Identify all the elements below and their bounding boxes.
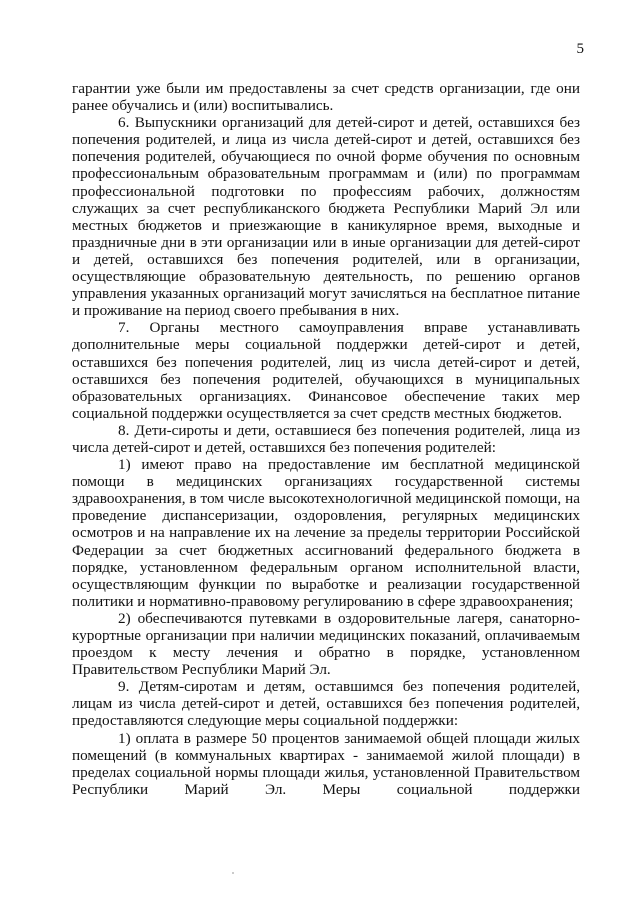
paragraph-continuation: гарантии уже были им предоставлены за счет средств организации, где они ранее обучались и (или) воспитывались. bbox=[72, 80, 580, 115]
document-body bbox=[72, 80, 580, 798]
paragraph-item-9: 9. Детям-сиротам и детям, оставшимся без попечения родителей, лицам из числа детей-сирот и детей, оставшихся без попечения родителей, предоставляются следующие меры социальной поддержки: bbox=[72, 678, 580, 730]
paragraph-item-7: 7. Органы местного самоуправления вправе устанавливать дополнительные меры социальной поддержки детей-сирот и детей, оставшихся без попечения родителей, лиц из числа детей-сирот и детей, оставшихся без попечения родителей, обучающихся в муниципальных образовательных организациях. Финансовое обеспечение таких мер социальной поддержки осуществляется за счет средств местных бюджетов. bbox=[72, 319, 580, 422]
page-number: 5 bbox=[576, 41, 584, 57]
paragraph-item-6: 6. Выпускники организаций для детей-сирот и детей, оставшихся без попечения родителей, и лица из числа детей-сирот и детей, оставшихся без попечения родителей, обучающиеся по очной форме обучения по основным профессиональным образовательным программам и (или) по программам профессиональной подготовки по профессиям рабочих, должностям служащих за счет республиканского бюджета Республики Марий Эл или местных бюджетов и приезжающие в каникулярное время, выходные и праздничные дни в эти организации или в иные организации для детей-сирот и детей, оставшихся без попечения родителей, или в организации, осуществляющие образовательную деятельность, по решению органов управления указанных организаций могут зачисляться на бесплатное питание и проживание на период своего пребывания в них. bbox=[72, 114, 580, 320]
paragraph-item-8-1: 1) имеют право на предоставление им бесплатной медицинской помощи в медицинских организациях государственной системы здравоохранения, в том числе высокотехнологичной медицинской помощи, на проведение диспансеризации, оздоровления, регулярных медицинских осмотров и на направление их на лечение за пределы территории Российской Федерации за счет бюджетных ассигнований федерального бюджета в порядке, установленном федеральным органом исполнительной власти, осуществляющим функции по выработке и реализации государственной политики и нормативно-правовому регулированию в сфере здравоохранения; bbox=[72, 456, 580, 610]
paragraph-item-8-2: 2) обеспечиваются путевками в оздоровительные лагеря, санаторно-курортные организации при наличии медицинских показаний, оплачиваемым проездом к месту лечения и обратно в порядке, установленном Правительством Республики Марий Эл. bbox=[72, 609, 580, 679]
paragraph-item-9-1: 1) оплата в размере 50 процентов занимаемой общей площади жилых помещений (в коммунальных квартирах - занимаемой жилой площади) в пределах социальной нормы площади жилья, установленной Правительством Республики Марий Эл. Меры социальной поддержки bbox=[72, 729, 580, 798]
scan-speck bbox=[232, 872, 234, 874]
paragraph-item-8: 8. Дети-сироты и дети, оставшиеся без попечения родителей, лица из числа детей-сирот и детей, оставшихся без попечения родителей: bbox=[72, 421, 580, 456]
